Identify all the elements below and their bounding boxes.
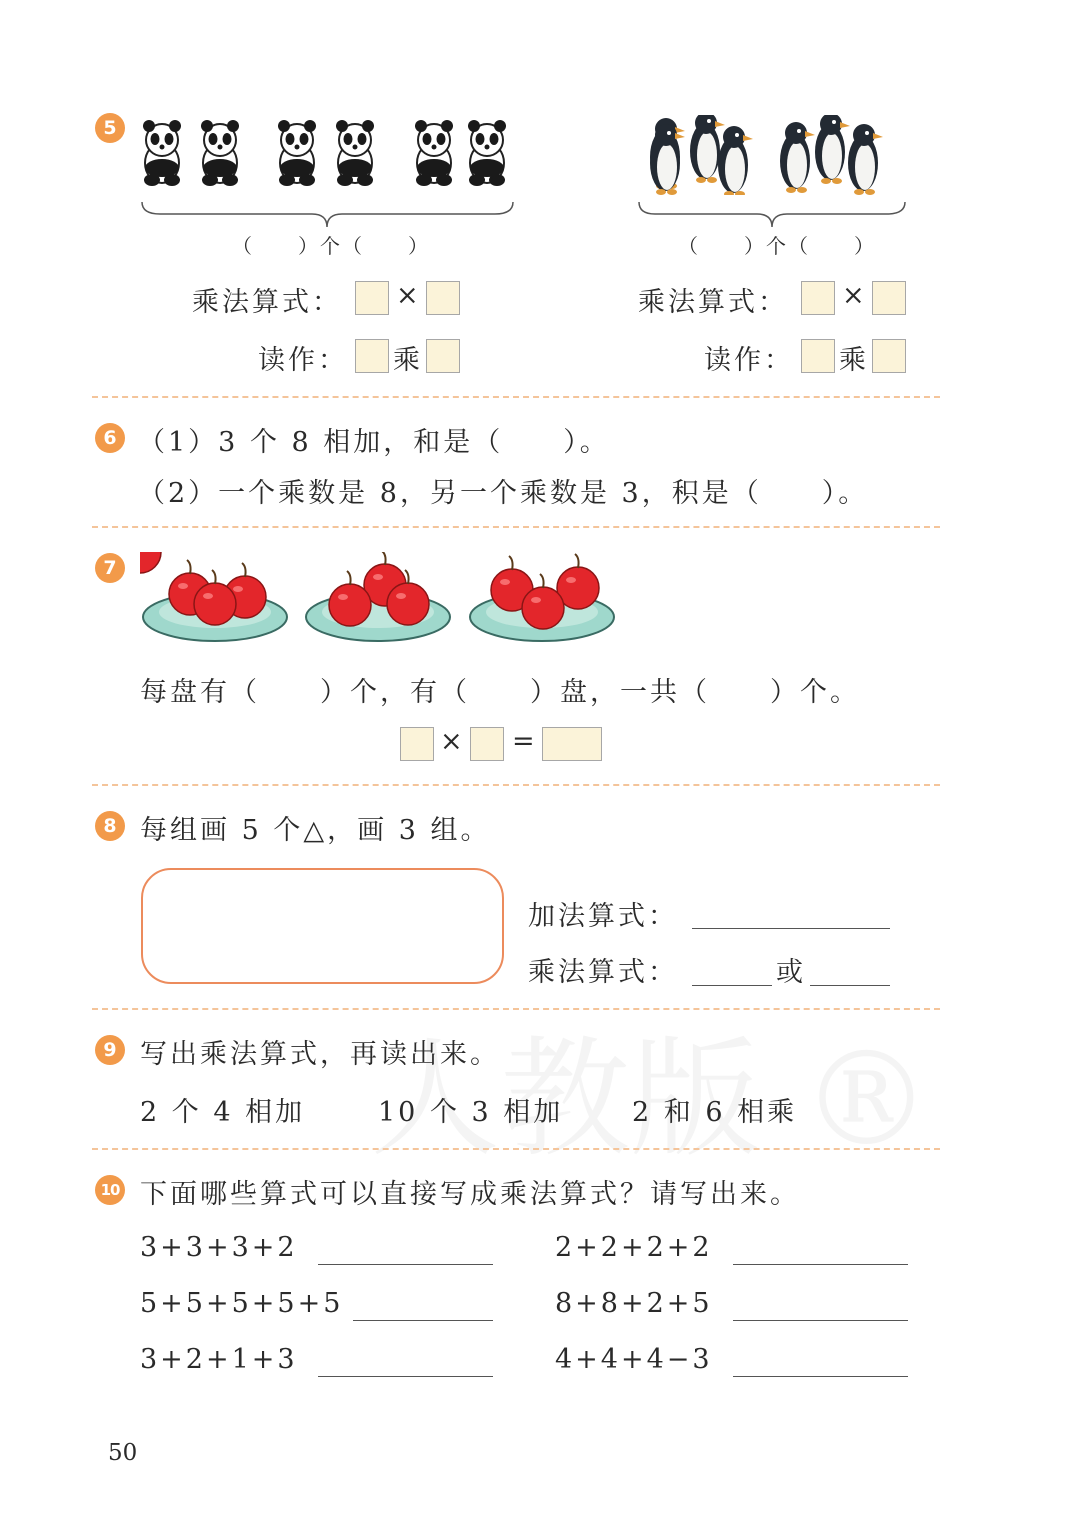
question-10-badge: 10 [95,1175,125,1205]
answer-line[interactable] [733,1320,908,1321]
times-sign: × [842,280,868,311]
answer-box[interactable] [355,339,389,373]
section-divider [92,1008,940,1010]
question-5-badge: 5 [95,113,125,143]
question-6-part-1: （1）3 个 8 相加，和是（ ）。 [138,427,610,458]
question-8-text: 每组画 5 个△，画 3 组。 [140,815,491,846]
or-word: 或 [776,957,806,988]
publisher-watermark [370,995,931,1182]
mult-formula-label: 乘法算式： [528,957,678,988]
answer-box[interactable] [426,281,460,315]
answer-box[interactable] [426,339,460,373]
section-divider [92,784,940,786]
question-8-badge: 8 [95,811,125,841]
question-9-item: 10 个 3 相加 [378,1097,564,1128]
drawing-area[interactable] [141,868,504,984]
answer-line[interactable] [318,1264,493,1265]
product-answer-box[interactable] [542,727,602,761]
question-9-text: 写出乘法算式，再读出来。 [140,1039,500,1070]
mult-formula-answer-line[interactable] [810,985,890,986]
expression: 5+5+5+5+5 [140,1288,344,1319]
penguin-count-caption: （ ）个（ ） [678,234,876,258]
answer-box[interactable] [355,281,389,315]
answer-line[interactable] [733,1376,908,1377]
add-formula-answer-line[interactable] [692,928,890,929]
panda-read-label: 读作： [258,345,348,376]
equals-sign: = [512,726,538,757]
penguin-mult-label: 乘法算式： [638,287,788,318]
panda-group-brace [140,200,515,230]
answer-box[interactable] [801,281,835,315]
add-formula-label: 加法算式： [528,901,678,932]
penguin-read-label: 读作： [704,345,794,376]
panda-count-caption: （ ）个（ ） [232,234,430,258]
answer-box[interactable] [400,727,434,761]
question-9-badge: 9 [95,1035,125,1065]
question-9-item: 2 和 6 相乘 [632,1097,798,1128]
apple-plates-illustration [140,552,625,652]
question-7-badge: 7 [95,553,125,583]
section-divider [92,396,940,398]
question-7-text: 每盘有（ ）个，有（ ）盘，一共（ ）个。 [140,677,860,708]
question-9-item: 2 个 4 相加 [140,1097,306,1128]
answer-box[interactable] [872,281,906,315]
penguins-illustration [645,115,905,195]
question-10-text: 下面哪些算式可以直接写成乘法算式？请写出来。 [140,1179,800,1210]
read-word: 乘 [393,345,423,376]
answer-line[interactable] [353,1320,493,1321]
question-6-part-2: （2）一个乘数是 8，另一个乘数是 3，积是（ ）。 [138,478,869,509]
pandas-illustration [140,118,520,193]
expression: 3+3+3+2 [140,1232,298,1263]
answer-line[interactable] [318,1376,493,1377]
panda-mult-label: 乘法算式： [192,287,342,318]
times-sign: × [440,726,466,757]
read-word: 乘 [839,345,869,376]
section-divider [92,526,940,528]
page-number: 50 [108,1440,138,1466]
answer-line[interactable] [733,1264,908,1265]
answer-box[interactable] [470,727,504,761]
expression: 3+2+1+3 [140,1344,298,1375]
mult-formula-answer-line[interactable] [692,985,772,986]
expression: 4+4+4−3 [555,1344,713,1375]
penguin-group-brace [637,200,907,230]
answer-box[interactable] [801,339,835,373]
question-6-badge: 6 [95,423,125,453]
expression: 8+8+2+5 [555,1288,713,1319]
times-sign: × [396,280,422,311]
section-divider [92,1148,940,1150]
answer-box[interactable] [872,339,906,373]
expression: 2+2+2+2 [555,1232,713,1263]
